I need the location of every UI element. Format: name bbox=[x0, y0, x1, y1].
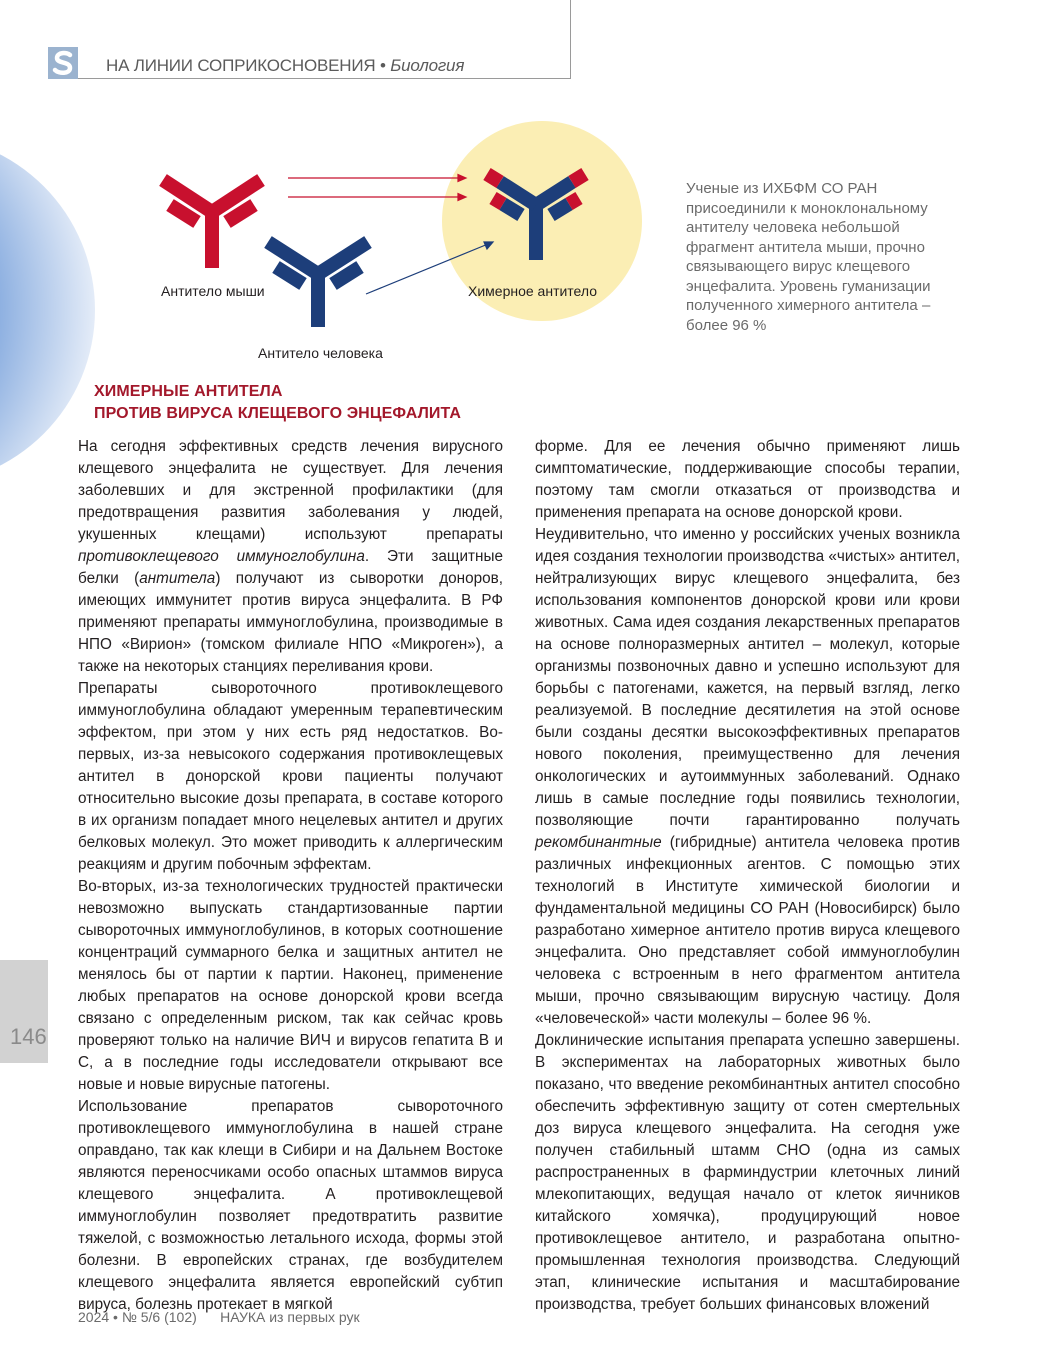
footer-issue: 2024 • № 5/6 (102) bbox=[78, 1309, 197, 1325]
paragraph: Во-вторых, из-за технологических трудностей практически невозможно выпускать стандартизованные партии сывороточных иммуноглобулинов, в которых соотношение концентраций суммарного белка и защитных антител не менялось бы от партии к партии. Наконец, применение любых препаратов на основе донорской крови всегда связано с определенным риском, так как сейчас кровь проверяют только на наличие ВИЧ и вирусов гепатита B и C, а в последние годы исследователи открывают все новые и новые вирусные патогены. bbox=[78, 878, 503, 1093]
footer bbox=[78, 1309, 360, 1325]
footer-magazine: НАУКА из первых рук bbox=[220, 1309, 360, 1325]
s-logo-icon bbox=[48, 47, 78, 79]
paragraph: Доклинические испытания препарата успешно завершены. В экспериментах на лабораторных животных было показано, что введение рекомбинантных антител способно обеспечить эффективную защиту от сотен смертельных доз вируса клещевого энцефалита. На сегодня уже получен стабильный штамм СНО (одна из самых распространенных в фарминдустрии клеточных линий млекопитающих, ведущая начало от клеток яичников китайского хомячка), продуцирующий новое противоклещевое антитело, и разработана опытно-промышленная технология производства. Следующий этап, клинические испытания и масштабирование производства, требует больших финансовых вложений bbox=[535, 1032, 960, 1313]
label-human-antibody: Антитело человека bbox=[258, 345, 383, 361]
text-column-right bbox=[535, 436, 960, 1316]
page-number: 146 bbox=[10, 1024, 47, 1049]
label-mouse-antibody: Антитело мыши bbox=[161, 283, 265, 299]
paragraph: форме. Для ее лечения обычно применяют лишь симптоматические, поддерживающие способы терапии, поэтому там смогли отказаться от производства и применения препарата на основе донорской крови. bbox=[535, 438, 960, 521]
figure-caption: Ученые из ИХБФМ СО РАН присоединили к моноклональному антителу человека небольшой фрагмент антитела мыши, прочно связывающего вирус клещевого энцефалита. Уровень гуманизации полученного химерного антитела – более 96 % bbox=[686, 180, 931, 334]
article-title-line: ХИМЕРНЫЕ АНТИТЕЛА bbox=[94, 383, 283, 400]
text-column-left bbox=[78, 436, 503, 1316]
paragraph: На сегодня эффективных средств лечения вирусного клещевого энцефалита не существует. Для лечения заболевших и для экстренной профилактики (для предотвращения развития заболевания у людей, укушенных клещами) используют препараты противоклещевого иммуноглобулина. Эти защитные белки (антитела) получают из сыворотки доноров, имеющих иммунитет против вируса энцефалита. В РФ применяют препараты иммуноглобулина, производимые в НПО «Вирион» (томском филиале НПО «Микроген»), а также на некоторых станциях переливания крови. bbox=[78, 438, 504, 675]
article-title-line: ПРОТИВ ВИРУСА КЛЕЩЕВОГО ЭНЦЕФАЛИТА bbox=[94, 405, 462, 422]
paragraph: Использование препаратов сывороточного противоклещевого иммуноглобулина в нашей стране оправдано, так как клещи в Сибири и на Дальнем Востоке являются переносчиками особо опасных штаммов вируса клещевого энцефалита. А противоклещевой иммуноглобулин позволяет предотвратить развитие тяжелой, с возможностью летального исхода, формы этой болезни. В европейских странах, где возбудителем клещевого энцефалита является европейский субтип вируса, болезнь протекает в мягкой bbox=[78, 1098, 503, 1313]
paragraph: Препараты сывороточного противоклещевого иммуноглобулина обладают умеренным терапевтическим эффектом, при этом у них есть ряд недостатков. Во-первых, из-за невысокого содержания противоклещевых антител в донорской крови пациенты получают относительно высокие дозы препарата, в составе которого в их организм попадает много нецелевых антител и других белковых молекул. Это может приводить к аллергическим реакциям и другим побочным эффектам. bbox=[78, 680, 503, 873]
article-title bbox=[94, 381, 461, 425]
section-header: НА ЛИНИИ СОПРИКОСНОВЕНИЯ • Биология bbox=[106, 56, 465, 75]
human-antibody-icon bbox=[268, 242, 368, 327]
arrow-icon bbox=[288, 175, 466, 201]
label-chimeric-antibody: Химерное антитело bbox=[468, 283, 597, 299]
section-name: НА ЛИНИИ СОПРИКОСНОВЕНИЯ bbox=[106, 56, 376, 75]
paragraph: Неудивительно, что именно у российских ученых возникла идея создания технологии производства «чистых» антител, нейтрализующих вирус клещевого энцефалита, без использования компонентов донорской крови или крови животных. Сама идея создания лекарственных препаратов на основе полноразмерных антител – молекул, которые организмы позвоночных давно и успешно используют для борьбы с патогенами, кажется, на первый взгляд, легко реализуемой. В последние десятилетия на этой основе были созданы десятки высокоэффективных препаратов нового поколения, преимущественно для лечения онкологических и аутоиммунных заболеваний. Однако лишь в самые последние годы появились технологии, позволяющие почти гарантированно получать рекомбинантные (гибридные) антитела человека против различных инфекционных агентов. С помощью этих технологий в Институте химической биологии и фундаментальной медицины СО РАН (Новосибирск) было разработано химерное антитело против вируса клещевого энцефалита. Оно представляет собой иммуноглобулин человека с встроенным в него фрагментом антитела мыши, прочно связывающим вирусную частицу. Доля «человеческой» части молекулы – более 96 %. bbox=[535, 526, 960, 1027]
section-topic: Биология bbox=[390, 56, 465, 75]
mouse-antibody-icon bbox=[163, 180, 261, 268]
